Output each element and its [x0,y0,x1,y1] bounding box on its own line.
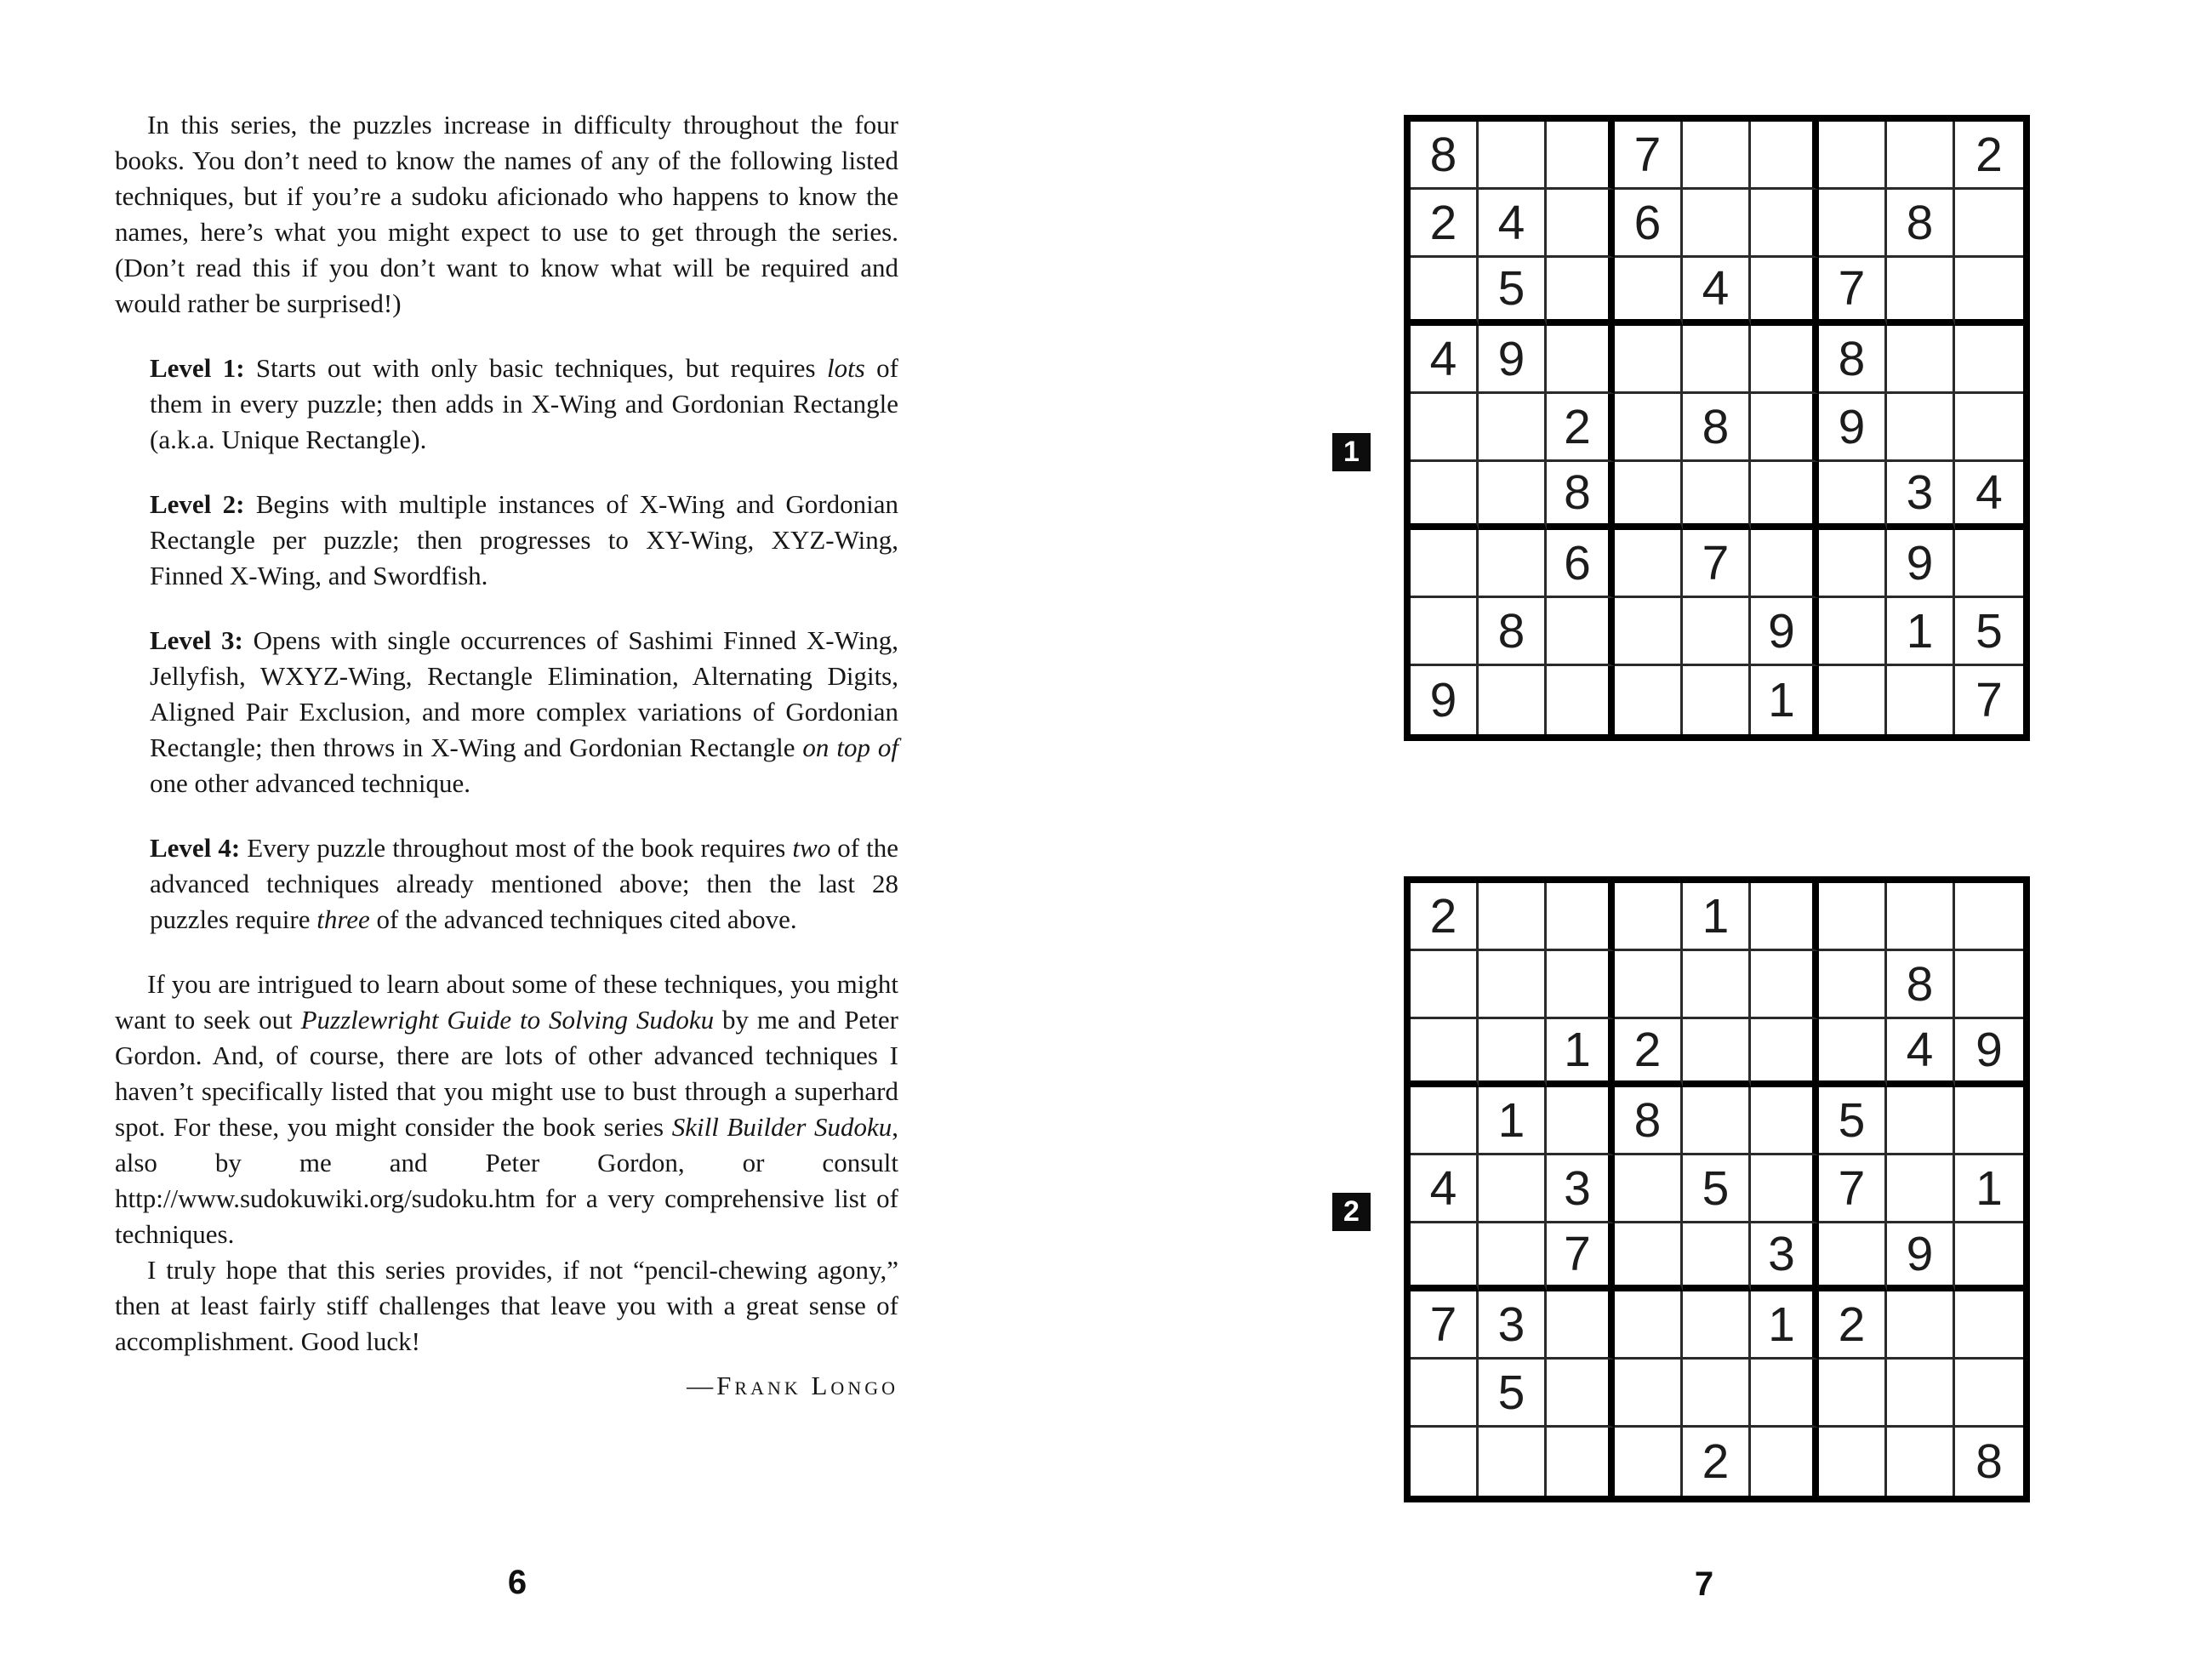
sudoku-cell: 8 [1887,951,1955,1019]
sudoku-cell [1887,1291,1955,1360]
sudoku-cell [1751,258,1819,326]
sudoku-cell [1411,1428,1479,1496]
sudoku-cell [1819,1019,1887,1087]
sudoku-cell: 5 [1479,1360,1547,1428]
sudoku-cell [1615,883,1683,951]
sudoku-cell [1615,1223,1683,1291]
sudoku-cell: 7 [1955,666,2023,734]
sudoku-cell [1615,598,1683,666]
sudoku-cell [1411,598,1479,666]
sudoku-cell [1479,394,1547,462]
sudoku-cell [1615,1360,1683,1428]
sudoku-cell [1751,883,1819,951]
puzzle-2-badge-label: 2 [1343,1195,1360,1228]
sudoku-cell [1479,951,1547,1019]
puzzle-1-badge [1332,433,1371,471]
sudoku-cell [1479,122,1547,190]
sudoku-cell [1819,462,1887,530]
sudoku-cell [1887,1360,1955,1428]
sudoku-cell: 3 [1751,1223,1819,1291]
sudoku-cell: 1 [1683,883,1751,951]
sudoku-cell [1615,258,1683,326]
sudoku-cell [1887,1087,1955,1155]
puzzle-2-badge [1332,1193,1371,1231]
sudoku-cell [1615,530,1683,598]
sudoku-cell [1955,258,2023,326]
sudoku-cell: 5 [1683,1155,1751,1223]
sudoku-cell [1615,394,1683,462]
sudoku-cell [1751,462,1819,530]
sudoku-cell [1819,666,1887,734]
sudoku-cell [1819,190,1887,258]
sudoku-cell [1955,1223,2023,1291]
sudoku-cell: 3 [1479,1291,1547,1360]
sudoku-cell [1955,1291,2023,1360]
sudoku-cell [1683,190,1751,258]
sudoku-cell [1479,1428,1547,1496]
sudoku-cell [1547,598,1615,666]
sudoku-cell [1479,530,1547,598]
sudoku-cell [1683,1019,1751,1087]
sudoku-cell [1547,1428,1615,1496]
paragraph: I truly hope that this series provides, if not “pencil-chewing agony,” then at least fairly stiff challenges that leave you with a great sense of accomplishment. Good luck! [115,1255,898,1356]
sudoku-cell [1955,1087,2023,1155]
sudoku-cell [1411,530,1479,598]
sudoku-grid-1 [1404,115,2030,741]
sudoku-cell [1411,258,1479,326]
sudoku-cell: 2 [1819,1291,1887,1360]
sudoku-cell: 7 [1819,258,1887,326]
sudoku-cell: 4 [1955,462,2023,530]
sudoku-cell [1547,326,1615,394]
sudoku-cell [1479,462,1547,530]
sudoku-cell [1751,951,1819,1019]
sudoku-cell [1683,951,1751,1019]
sudoku-cell: 9 [1411,666,1479,734]
sudoku-cell: 3 [1547,1155,1615,1223]
sudoku-cell: 4 [1479,190,1547,258]
sudoku-cell [1751,1155,1819,1223]
sudoku-cell: 4 [1411,326,1479,394]
sudoku-cell [1411,394,1479,462]
sudoku-cell [1683,326,1751,394]
sudoku-cell [1819,530,1887,598]
sudoku-cell: 1 [1479,1087,1547,1155]
sudoku-cell [1411,1360,1479,1428]
sudoku-cell: 6 [1615,190,1683,258]
sudoku-cell: 9 [1751,598,1819,666]
sudoku-cell: 9 [1819,394,1887,462]
sudoku-cell: 2 [1955,122,2023,190]
sudoku-cell [1547,190,1615,258]
sudoku-cell [1411,1087,1479,1155]
puzzle-1-badge-label: 1 [1343,436,1360,468]
intro-text-column [115,107,898,1404]
sudoku-cell: 5 [1479,258,1547,326]
sudoku-cell [1819,883,1887,951]
sudoku-cell: 3 [1887,462,1955,530]
sudoku-cell [1819,598,1887,666]
sudoku-cell [1751,1428,1819,1496]
sudoku-cell [1683,666,1751,734]
sudoku-cell: 4 [1411,1155,1479,1223]
sudoku-cell [1683,1360,1751,1428]
sudoku-cell [1887,1155,1955,1223]
sudoku-cell [1547,1291,1615,1360]
sudoku-cell [1615,666,1683,734]
sudoku-cell [1955,951,2023,1019]
sudoku-grid-2 [1404,876,2030,1502]
sudoku-cell [1955,326,2023,394]
sudoku-cell: 9 [1887,530,1955,598]
sudoku-cell [1547,258,1615,326]
sudoku-cell [1819,1428,1887,1496]
sudoku-cell [1955,530,2023,598]
sudoku-cell [1819,951,1887,1019]
sudoku-cell [1479,666,1547,734]
sudoku-cell [1887,326,1955,394]
sudoku-cell [1479,1019,1547,1087]
sudoku-cell: 4 [1683,258,1751,326]
sudoku-cell [1751,1087,1819,1155]
sudoku-cell: 8 [1887,190,1955,258]
sudoku-cell: 7 [1615,122,1683,190]
sudoku-cell: 5 [1955,598,2023,666]
sudoku-cell [1479,1155,1547,1223]
sudoku-cell [1955,1360,2023,1428]
sudoku-cell: 8 [1411,122,1479,190]
sudoku-cell: 7 [1819,1155,1887,1223]
sudoku-cell [1683,598,1751,666]
sudoku-cell [1751,530,1819,598]
sudoku-cell: 1 [1751,666,1819,734]
sudoku-cell [1887,122,1955,190]
sudoku-cell: 9 [1955,1019,2023,1087]
sudoku-cell: 6 [1547,530,1615,598]
sudoku-cell [1615,1155,1683,1223]
sudoku-cell [1683,1223,1751,1291]
sudoku-cell [1887,258,1955,326]
sudoku-cell [1615,1291,1683,1360]
paragraph: In this series, the puzzles increase in difficulty throughout the four books. You don’t need to know the names of any of the following listed techniques, but if you’re a sudoku aficionado who happens to know the names, here’s what you might expect to use to get through the series. (Don’t read this if you don’t want to know what will be required and would rather be surprised!) [115,110,898,318]
sudoku-cell: 8 [1955,1428,2023,1496]
paragraph: Level 1: Starts out with only basic techniques, but requires lots of them in every puzzle; then adds in X-Wing and Gordonian Rectangle (a.k.a. Unique Rectangle). [150,353,898,454]
sudoku-cell [1547,1087,1615,1155]
sudoku-cell [1411,1223,1479,1291]
paragraph: Level 3: Opens with single occurrences of Sashimi Finned X-Wing, Jellyfish, WXYZ-Wing, Rectangle Elimination, Alternating Digits, Aligned Pair Exclusion, and more complex variations of Gordonian Rectangle; then throws in X-Wing and Gordonian Rectangle on top of one other advanced technique. [150,625,898,798]
sudoku-cell [1751,190,1819,258]
sudoku-cell: 1 [1955,1155,2023,1223]
sudoku-cell: 8 [1615,1087,1683,1155]
sudoku-cell: 8 [1819,326,1887,394]
sudoku-cell [1887,883,1955,951]
page-number-right: 7 [1694,1565,1714,1603]
sudoku-cell: 4 [1887,1019,1955,1087]
sudoku-cell [1547,666,1615,734]
sudoku-cell [1819,1223,1887,1291]
sudoku-cell: 2 [1411,883,1479,951]
sudoku-cell: 1 [1887,598,1955,666]
sudoku-cell [1683,122,1751,190]
sudoku-cell [1479,883,1547,951]
sudoku-cell: 2 [1547,394,1615,462]
sudoku-cell [1887,666,1955,734]
sudoku-cell: 9 [1887,1223,1955,1291]
sudoku-cell [1751,1360,1819,1428]
page-number-left: 6 [507,1564,527,1601]
sudoku-cell: 8 [1479,598,1547,666]
sudoku-cell: 8 [1547,462,1615,530]
sudoku-cell [1683,1087,1751,1155]
paragraph: Level 4: Every puzzle throughout most of the book requires two of the advanced techniques already mentioned above; then the last 28 puzzles require three of the advanced techniques cited above. [150,833,898,934]
sudoku-cell [1751,326,1819,394]
sudoku-cell: 7 [1411,1291,1479,1360]
sudoku-cell [1819,122,1887,190]
sudoku-cell [1751,122,1819,190]
sudoku-cell [1547,122,1615,190]
sudoku-cell [1411,462,1479,530]
paragraph: Level 2: Begins with multiple instances of X-Wing and Gordonian Rectangle per puzzle; then progresses to XY-Wing, XYZ-Wing, Finned X-Wing, and Swordfish. [150,489,898,590]
sudoku-cell [1547,883,1615,951]
sudoku-cell [1819,1360,1887,1428]
sudoku-cell [1615,1428,1683,1496]
sudoku-cell [1887,1428,1955,1496]
sudoku-cell: 1 [1751,1291,1819,1360]
sudoku-cell [1479,1223,1547,1291]
sudoku-cell: 1 [1547,1019,1615,1087]
intro-paragraphs [115,107,898,1360]
sudoku-cell [1955,190,2023,258]
sudoku-cell [1887,394,1955,462]
author-signature: —Frank Longo [687,1371,898,1400]
sudoku-cell [1615,951,1683,1019]
sudoku-cell [1955,883,2023,951]
sudoku-cell [1547,1360,1615,1428]
sudoku-cell: 2 [1411,190,1479,258]
sudoku-cell [1751,394,1819,462]
sudoku-cell: 8 [1683,394,1751,462]
sudoku-cell: 7 [1547,1223,1615,1291]
sudoku-cell [1547,951,1615,1019]
sudoku-cell [1683,462,1751,530]
sudoku-cell [1411,1019,1479,1087]
sudoku-cell [1955,394,2023,462]
sudoku-cell [1683,1291,1751,1360]
sudoku-cell: 7 [1683,530,1751,598]
sudoku-cell: 9 [1479,326,1547,394]
sudoku-cell [1411,951,1479,1019]
sudoku-cell: 5 [1819,1087,1887,1155]
paragraph: If you are intrigued to learn about some of these techniques, you might want to seek out Puzzlewright Guide to Solving Sudoku by me and Peter Gordon. And, of course, there are lots of other advanced techniques I haven’t specifically listed that you might use to bust through a superhard spot. For these, you might consider the book series Skill Builder Sudoku, also by me and Peter Gordon, or consult http://www.sudokuwiki.org/sudoku.htm for a very comprehensive list of techniques. [115,969,899,1249]
sudoku-cell [1751,1019,1819,1087]
sudoku-cell: 2 [1615,1019,1683,1087]
sudoku-cell [1615,462,1683,530]
sudoku-cell [1615,326,1683,394]
sudoku-cell: 2 [1683,1428,1751,1496]
